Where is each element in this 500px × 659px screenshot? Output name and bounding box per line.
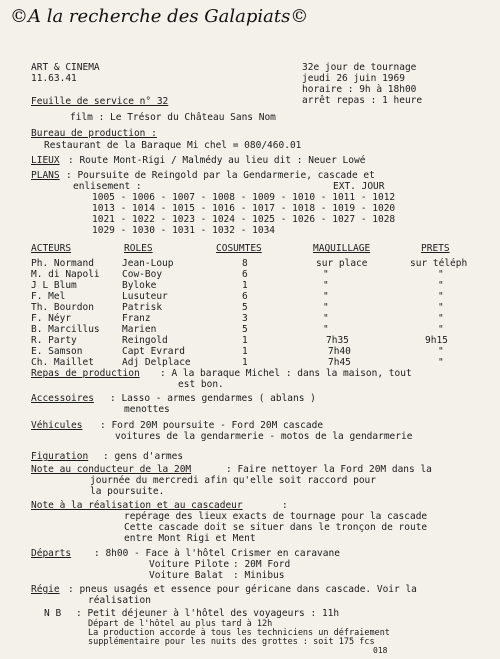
plans-row: 1021 - 1022 - 1023 - 1024 - 1025 - 1026 - 1027 - 1028 — [92, 214, 396, 225]
actor-cell: Th. Bourdon — [31, 302, 94, 313]
costume-cell: 6 — [242, 291, 248, 302]
plans-line-2: enlisement : — [73, 181, 142, 192]
departs-line-1: : 8h00 - Face à l'hôtel Crismer en caravane — [94, 548, 340, 559]
ready-cell: " — [438, 357, 444, 368]
role-cell: Byloke — [122, 280, 157, 291]
vehicules-line-1: : Ford 20M poursuite - Ford 20M cascade — [100, 420, 324, 431]
role-cell: Lusuteur — [122, 291, 168, 302]
departs-balat-vehicle: Voiture Balat — [149, 570, 224, 581]
actor-cell: M. di Napoli — [31, 269, 100, 280]
makeup-cell: " — [323, 324, 329, 335]
role-cell: Capt Evrard — [122, 346, 185, 357]
note-realisation-label: Note à la réalisation et au cascadeur — [31, 500, 243, 511]
nb-line-3: La production accorde à tous les techniciens un défraiement — [88, 628, 390, 638]
ready-cell: 9h15 — [425, 335, 448, 346]
actor-cell: J L Blum — [31, 280, 77, 291]
repas-label: Repas de production — [31, 368, 140, 379]
departs-label: Départs — [31, 548, 72, 559]
role-cell: Marien — [122, 324, 157, 335]
makeup-cell: " — [323, 291, 329, 302]
costume-cell: 3 — [242, 313, 248, 324]
regie-line-1: : pneus usagés et essence pour géricane dans cascade. Voir la — [68, 584, 417, 595]
role-cell: Adj Delplace — [122, 357, 191, 368]
note-conducteur-label: Note au conducteur de la 20M — [31, 464, 192, 475]
header-roles: ROLES — [124, 243, 153, 254]
ready-cell: " — [438, 313, 444, 324]
sheet-title: Feuille de service n° 32 — [31, 96, 169, 107]
role-cell: Patrisk — [122, 302, 163, 313]
accessoires-line-1: : Lasso - armes gendarmes ( ablans ) — [110, 393, 316, 404]
regie-label: Régie — [31, 584, 60, 595]
accessoires-label: Accessoires — [31, 393, 94, 404]
nb-line-2: Départ de l'hôtel au plus tard à 12h — [88, 619, 273, 629]
plans-line-1: : Poursuite de Reingold par la Gendarmerie, cascade et — [66, 170, 375, 181]
plans-ext-jour: EXT. JOUR — [333, 181, 385, 192]
note-conducteur-line-1: : Faire nettoyer la Ford 20M dans la — [226, 464, 432, 475]
costume-cell: 1 — [242, 280, 248, 291]
company-phone: 11.63.41 — [31, 73, 77, 84]
makeup-cell: 7h45 — [328, 357, 351, 368]
header-costumes: COSUMTES — [216, 243, 262, 254]
plans-row: 1005 - 1006 - 1007 - 1008 - 1009 - 1010 - 1011 - 1012 — [92, 192, 396, 203]
regie-line-2: réalisation — [88, 595, 151, 606]
watermark-title: ©A la recherche des Galapiats© — [10, 6, 309, 27]
actor-cell: Ch. Maillet — [31, 357, 94, 368]
header-prets: PRETS — [421, 243, 450, 254]
actor-cell: R. Party — [31, 335, 77, 346]
makeup-cell: " — [323, 313, 329, 324]
makeup-cell: 7h35 — [326, 335, 349, 346]
accessoires-line-2: menottes — [124, 404, 170, 415]
costume-cell: 6 — [242, 269, 248, 280]
ready-cell: " — [438, 291, 444, 302]
plans-row: 1029 - 1030 - 1031 - 1032 - 1034 — [92, 225, 276, 236]
vehicules-line-2: voitures de la gendarmerie - motos de la gendarmerie — [115, 431, 413, 442]
role-cell: Reingold — [122, 335, 168, 346]
meal-break: arrêt repas : 1 heure — [302, 95, 423, 106]
makeup-cell: sur place — [316, 258, 368, 269]
costume-cell: 1 — [242, 346, 248, 357]
costume-cell: 5 — [242, 324, 248, 335]
figuration-text: : gens d'armes — [103, 451, 184, 462]
hours: horaire : 9h à 18h00 — [302, 84, 417, 95]
nb-label: N B — [44, 608, 62, 619]
note-conducteur-line-2: journée du mercredi afin qu'elle soit raccord pour — [90, 475, 376, 486]
lieux-label: LIEUX — [31, 155, 60, 166]
lieux-text: : Route Mont-Rigi / Malmédy au lieu dit : Neuer Lowé — [68, 155, 366, 166]
repas-line-2: est bon. — [178, 379, 224, 390]
plans-row: 1013 - 1014 - 1015 - 1016 - 1017 - 1018 - 1019 - 1020 — [92, 203, 396, 214]
note-conducteur-line-3: la poursuite. — [90, 486, 165, 497]
note-realisation-line-1: : — [282, 500, 288, 511]
makeup-cell: " — [323, 269, 329, 280]
production-label: Bureau de production : — [31, 128, 157, 139]
plans-label: PLANS — [31, 170, 60, 181]
costume-cell: 8 — [242, 258, 248, 269]
header-acteurs: ACTEURS — [31, 243, 72, 254]
actor-cell: E. Samson — [31, 346, 83, 357]
film-title: film : Le Trésor du Château Sans Nom — [70, 112, 276, 123]
production-text: Restaurant de la Baraque Mi chel = 080/460.01 — [44, 140, 302, 151]
makeup-cell: " — [323, 280, 329, 291]
ready-cell: " — [438, 346, 444, 357]
figuration-label: Figuration — [31, 451, 89, 462]
nb-line-1: : Petit déjeuner à l'hôtel des voyageurs : 11h — [76, 608, 340, 619]
nb-line-4: supplémentaire pour les nuits des grottes : soit 175 fcs — [88, 637, 375, 647]
actor-cell: F. Mel — [31, 291, 66, 302]
ready-cell: " — [438, 302, 444, 313]
ready-cell: " — [438, 269, 444, 280]
costume-cell: 5 — [242, 302, 248, 313]
header-maquillage: MAQUILLAGE — [313, 243, 371, 254]
note-realisation-line-4: entre Mont Rigi et Ment — [124, 533, 256, 544]
note-realisation-line-2: repérage des lieux exacts de tournage pour la cascade — [124, 511, 428, 522]
ready-cell: sur téléph — [410, 258, 468, 269]
departs-pilot-value: : 20M Ford — [233, 559, 291, 570]
page-reference: 018 — [373, 646, 388, 655]
departs-pilot-vehicle: Voiture Pilote — [149, 559, 230, 570]
role-cell: Franz — [122, 313, 151, 324]
ready-cell: " — [438, 280, 444, 291]
shoot-date: jeudi 26 juin 1969 — [302, 73, 405, 84]
departs-balat-value: : Minibus — [233, 570, 285, 581]
vehicules-label: Véhicules — [31, 420, 83, 431]
actor-cell: B. Marcillus — [31, 324, 100, 335]
repas-line-1: : A la baraque Michel : dans la maison, tout — [160, 368, 412, 379]
company-name: ART & CINEMA — [31, 62, 100, 73]
shoot-day: 32e jour de tournage — [302, 62, 417, 73]
ready-cell: " — [438, 324, 444, 335]
role-cell: Jean-Loup — [122, 258, 174, 269]
costume-cell: 1 — [242, 335, 248, 346]
makeup-cell: " — [323, 302, 329, 313]
role-cell: Cow-Boy — [122, 269, 163, 280]
note-realisation-line-3: Cette cascade doit se situer dans le tronçon de route — [124, 522, 428, 533]
actor-cell: Ph. Normand — [31, 258, 94, 269]
actor-cell: F. Néyr — [31, 313, 72, 324]
makeup-cell: 7h40 — [328, 346, 351, 357]
costume-cell: 1 — [242, 357, 248, 368]
